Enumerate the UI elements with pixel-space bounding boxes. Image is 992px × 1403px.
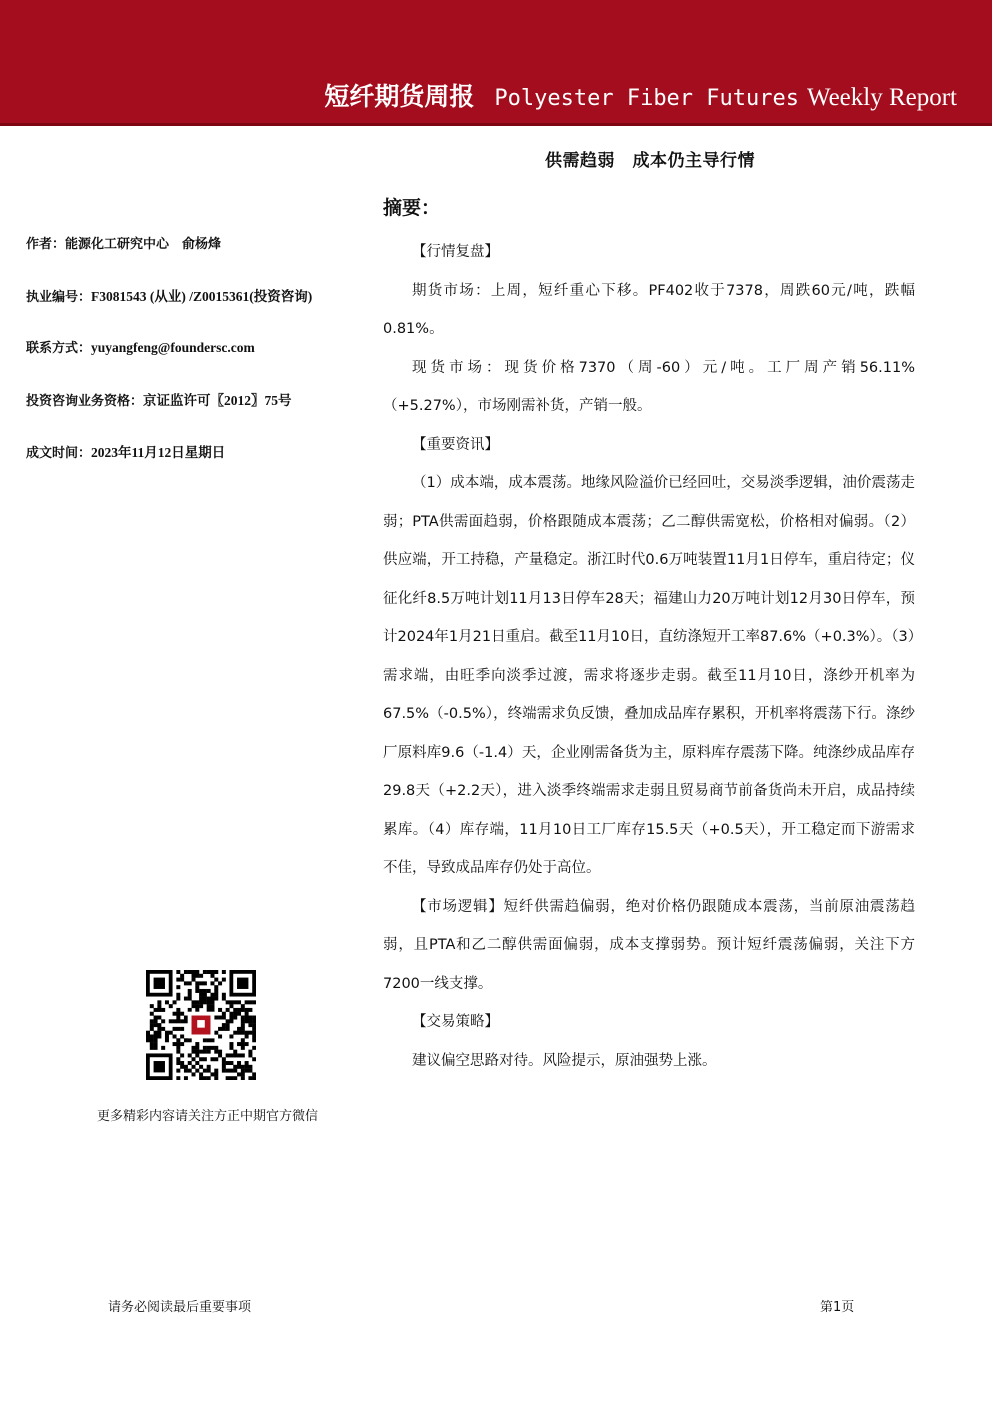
meta-contact [26, 337, 255, 356]
meta-license-label: 执业编号： [26, 290, 92, 305]
meta-license-value: F3081543 (从业) /Z0015361(投资咨询) [91, 289, 313, 304]
market-review-heading: 【行情复盘】 [412, 244, 499, 260]
meta-qualification-label: 投资咨询业务资格： [26, 394, 144, 409]
meta-author [26, 233, 221, 252]
strategy-paragraph: 建议偏空思路对待。风险提示，原油强势上涨。 [412, 1052, 717, 1069]
qr-code [146, 970, 256, 1080]
meta-contact-label: 联系方式： [26, 341, 92, 356]
meta-qualification [26, 389, 292, 409]
meta-date-value: 2023年11月12日星期日 [91, 445, 226, 460]
meta-date [26, 441, 225, 461]
header-title-cn: 短纤期货周报 [324, 82, 475, 111]
spot-paragraph: 现货市场：现货价格7370（周-60）元/吨。工厂周产销56.11%（+5.27%），市场刚需补货，产销一般。 [383, 359, 915, 414]
meta-author-label: 作者： [26, 237, 66, 252]
meta-date-label: 成文时间： [26, 446, 92, 461]
summary-heading: 摘要： [383, 197, 441, 219]
page-number: 第1页 [820, 1300, 855, 1315]
logic-paragraph [383, 888, 915, 1004]
qr-code-image [146, 970, 256, 1080]
header-title-en: Polyester Fiber Futures [494, 86, 800, 111]
report-body [383, 233, 915, 1080]
logic-text: 短纤供需趋偏弱，绝对价格仍跟随成本震荡，当前原油震荡趋弱，且PTA和乙二醇供需面偏弱，成本支撑弱势。预计短纤震荡偏弱，关注下方7200一线支撑。 [383, 898, 915, 992]
meta-qualification-value: 京证监许可〖2012〗75号 [143, 393, 292, 408]
meta-author-value: 能源化工研究中心 俞杨烽 [65, 237, 222, 252]
news-heading: 【重要资讯】 [412, 436, 499, 453]
qr-caption: 更多精彩内容请关注方正中期官方微信 [96, 1109, 318, 1124]
logic-heading: 【市场逻辑】 [412, 898, 504, 915]
news-paragraph: （1）成本端，成本震荡。地缘风险溢价已经回吐，交易淡季逻辑，油价震荡走弱；PTA供需面趋弱，价格跟随成本震荡；乙二醇供需宽松，价格相对偏弱。（2）供应端，开工持稳，产量稳定。浙江时代0.6万吨装置11月1日停车，重启待定；仪征化纤8.5万吨计划11月13日停车28天；福建山力20万吨计划12月30日停车，预计2024年1月21日重启。截至11月10日，直纺涤短开工率87.6%（+0.3%）。（3）需求端，由旺季向淡季过渡，需求将逐步走弱。截至11月10日，涤纱开机率为67.5%（-0.5%），终端需求负反馈，叠加成品库存累积，开机率将震荡下行。涤纱厂原料库9.6（-1.4）天，企业刚需备货为主，原料库存震荡下降。纯涤纱成品库存29.8天（+2.2天），进入淡季终端需求走弱且贸易商节前备货尚未开启，成品持续累库。（4）库存端，11月10日工厂库存15.5天（+0.5天），开工稳定而下游需求不佳，导致成品库存仍处于高位。 [383, 475, 916, 876]
footer-notice: 请务必阅读最后重要事项 [108, 1300, 252, 1315]
header-title [324, 80, 957, 116]
strategy-heading: 【交易策略】 [412, 1014, 499, 1030]
header-title-en-suffix: Weekly Report [806, 84, 957, 111]
meta-contact-value: yuyangfeng@foundersc.com [91, 340, 255, 355]
header-divider [0, 123, 992, 126]
meta-license [26, 285, 312, 305]
report-title: 供需趋弱 成本仍主导行情 [545, 151, 755, 171]
futures-paragraph: 期货市场：上周，短纤重心下移。PF402收于7378，周跌60元/吨，跌幅0.81%。 [383, 282, 915, 337]
